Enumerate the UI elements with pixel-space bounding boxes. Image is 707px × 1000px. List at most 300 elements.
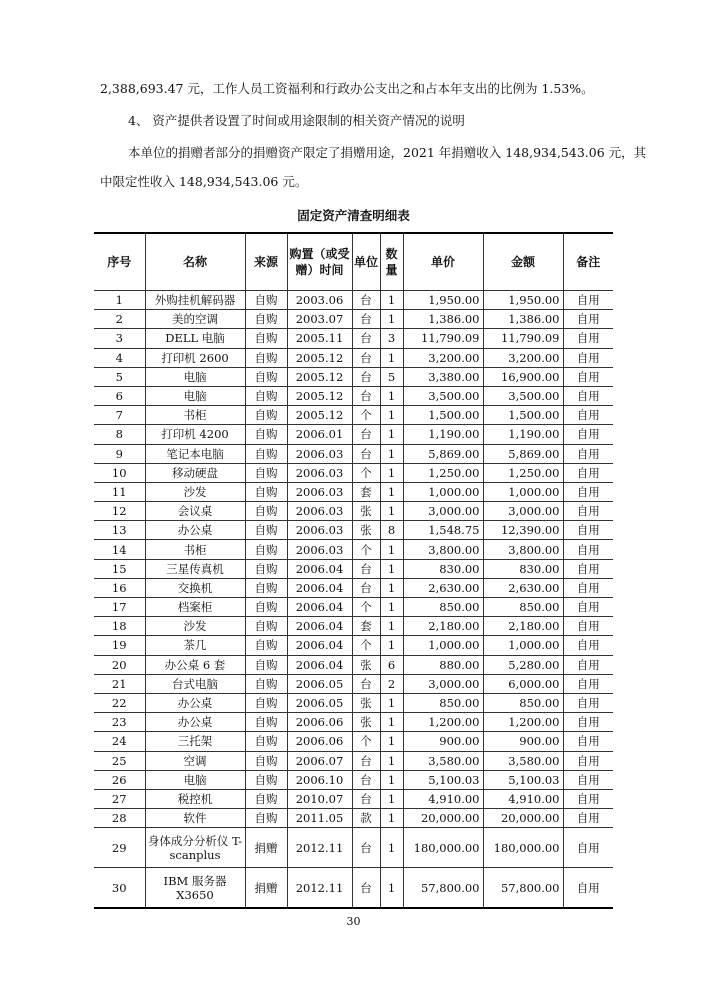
cell-source: 自购 [245, 636, 287, 655]
cell-index: 24 [94, 732, 145, 751]
cell-name: 移动硬盘 [145, 463, 245, 482]
table-row [94, 367, 613, 386]
cell-quantity: 1 [380, 291, 403, 310]
cell-quantity: 5 [380, 367, 403, 386]
cell-name: 沙发 [145, 617, 245, 636]
cell-index: 20 [94, 655, 145, 674]
cell-amount: 5,280.00 [483, 655, 563, 674]
cell-purchase-time: 2005.12 [287, 367, 352, 386]
cell-source: 自购 [245, 713, 287, 732]
cell-remark: 自用 [563, 598, 613, 617]
cell-index: 14 [94, 540, 145, 559]
cell-name: 办公桌 [145, 713, 245, 732]
paragraph-restricted-income: 中限定性收入 148,934,543.06 元。 [100, 174, 308, 189]
cell-index: 29 [94, 828, 145, 868]
cell-source: 自购 [245, 444, 287, 463]
cell-name: 三托架 [145, 732, 245, 751]
cell-name: 交换机 [145, 578, 245, 597]
cell-name: 办公桌 6 套 [145, 655, 245, 674]
cell-unit: 个 [352, 463, 380, 482]
header-remark: 备注 [563, 233, 613, 291]
cell-remark: 自用 [563, 406, 613, 425]
header-amount: 金额 [483, 233, 563, 291]
cell-amount: 900.00 [483, 732, 563, 751]
cell-unit-price: 1,000.00 [403, 482, 483, 501]
cell-quantity: 1 [380, 463, 403, 482]
cell-amount: 850.00 [483, 693, 563, 712]
cell-index: 11 [94, 482, 145, 501]
cell-index: 6 [94, 386, 145, 405]
cell-source: 自购 [245, 578, 287, 597]
cell-amount: 2,180.00 [483, 617, 563, 636]
cell-source: 自购 [245, 598, 287, 617]
cell-unit-price: 1,500.00 [403, 406, 483, 425]
table-row [94, 291, 613, 310]
cell-purchase-time: 2006.03 [287, 521, 352, 540]
cell-name: 档案柜 [145, 598, 245, 617]
cell-purchase-time: 2003.06 [287, 291, 352, 310]
cell-quantity: 1 [380, 425, 403, 444]
header-unit-price: 单价 [403, 233, 483, 291]
cell-remark: 自用 [563, 751, 613, 770]
table-row [94, 386, 613, 405]
cell-purchase-time: 2005.12 [287, 406, 352, 425]
cell-amount: 1,000.00 [483, 482, 563, 501]
cell-remark: 自用 [563, 868, 613, 908]
table-row [94, 828, 613, 868]
cell-unit-price: 4,910.00 [403, 789, 483, 808]
cell-unit: 台 [352, 386, 380, 405]
cell-source: 自购 [245, 559, 287, 578]
cell-unit: 套 [352, 617, 380, 636]
cell-unit: 台 [352, 578, 380, 597]
cell-remark: 自用 [563, 425, 613, 444]
cell-source: 自购 [245, 617, 287, 636]
cell-quantity: 1 [380, 828, 403, 868]
cell-quantity: 1 [380, 693, 403, 712]
table-header-row [94, 233, 613, 291]
cell-unit: 台 [352, 868, 380, 908]
cell-quantity: 1 [380, 713, 403, 732]
cell-index: 7 [94, 406, 145, 425]
cell-unit-price: 2,180.00 [403, 617, 483, 636]
cell-purchase-time: 2006.04 [287, 559, 352, 578]
cell-purchase-time: 2006.06 [287, 713, 352, 732]
table-row [94, 598, 613, 617]
cell-source: 自购 [245, 693, 287, 712]
cell-source: 自购 [245, 789, 287, 808]
cell-quantity: 3 [380, 329, 403, 348]
cell-purchase-time: 2006.10 [287, 770, 352, 789]
cell-quantity: 6 [380, 655, 403, 674]
cell-name: 笔记本电脑 [145, 444, 245, 463]
cell-remark: 自用 [563, 674, 613, 693]
cell-index: 23 [94, 713, 145, 732]
cell-unit-price: 880.00 [403, 655, 483, 674]
cell-amount: 4,910.00 [483, 789, 563, 808]
cell-unit: 个 [352, 598, 380, 617]
cell-remark: 自用 [563, 732, 613, 751]
cell-purchase-time: 2006.03 [287, 540, 352, 559]
cell-unit-price: 830.00 [403, 559, 483, 578]
cell-quantity: 1 [380, 578, 403, 597]
cell-unit-price: 1,200.00 [403, 713, 483, 732]
table-row [94, 482, 613, 501]
cell-unit-price: 3,380.00 [403, 367, 483, 386]
cell-name: 台式电脑 [145, 674, 245, 693]
cell-unit-price: 5,869.00 [403, 444, 483, 463]
cell-unit-price: 3,000.00 [403, 502, 483, 521]
cell-index: 26 [94, 770, 145, 789]
cell-unit: 张 [352, 502, 380, 521]
page-number: 30 [346, 915, 361, 928]
header-index: 序号 [94, 233, 145, 291]
table-row [94, 636, 613, 655]
cell-quantity: 1 [380, 809, 403, 828]
cell-quantity: 1 [380, 502, 403, 521]
header-unit: 单位 [352, 233, 380, 291]
cell-unit: 张 [352, 521, 380, 540]
cell-quantity: 1 [380, 348, 403, 367]
cell-quantity: 2 [380, 674, 403, 693]
cell-unit-price: 1,250.00 [403, 463, 483, 482]
cell-remark: 自用 [563, 521, 613, 540]
cell-remark: 自用 [563, 386, 613, 405]
cell-purchase-time: 2006.07 [287, 751, 352, 770]
cell-name: 办公桌 [145, 693, 245, 712]
cell-name: 外购挂机解码器 [145, 291, 245, 310]
table-row [94, 521, 613, 540]
cell-source: 自购 [245, 329, 287, 348]
cell-unit-price: 5,100.03 [403, 770, 483, 789]
cell-purchase-time: 2011.05 [287, 809, 352, 828]
cell-name: 税控机 [145, 789, 245, 808]
cell-remark: 自用 [563, 693, 613, 712]
cell-purchase-time: 2005.12 [287, 348, 352, 367]
cell-purchase-time: 2006.03 [287, 482, 352, 501]
cell-remark: 自用 [563, 463, 613, 482]
cell-source: 自购 [245, 655, 287, 674]
cell-source: 捐赠 [245, 868, 287, 908]
cell-remark: 自用 [563, 655, 613, 674]
cell-index: 18 [94, 617, 145, 636]
cell-quantity: 1 [380, 770, 403, 789]
cell-amount: 3,000.00 [483, 502, 563, 521]
cell-index: 8 [94, 425, 145, 444]
cell-purchase-time: 2006.04 [287, 598, 352, 617]
cell-unit-price: 900.00 [403, 732, 483, 751]
cell-amount: 2,630.00 [483, 578, 563, 597]
table-title: 固定资产清查明细表 [297, 208, 410, 223]
cell-name: 空调 [145, 751, 245, 770]
cell-source: 自购 [245, 348, 287, 367]
cell-purchase-time: 2010.07 [287, 789, 352, 808]
cell-unit: 个 [352, 732, 380, 751]
cell-unit-price: 1,000.00 [403, 636, 483, 655]
cell-quantity: 1 [380, 617, 403, 636]
cell-unit-price: 11,790.09 [403, 329, 483, 348]
cell-source: 自购 [245, 732, 287, 751]
cell-amount: 1,386.00 [483, 310, 563, 329]
cell-source: 自购 [245, 540, 287, 559]
cell-amount: 16,900.00 [483, 367, 563, 386]
table-row [94, 444, 613, 463]
cell-quantity: 1 [380, 868, 403, 908]
cell-unit: 台 [352, 367, 380, 386]
cell-unit: 台 [352, 348, 380, 367]
cell-amount: 11,790.09 [483, 329, 563, 348]
table-row [94, 348, 613, 367]
cell-source: 自购 [245, 367, 287, 386]
cell-amount: 850.00 [483, 598, 563, 617]
cell-unit: 张 [352, 713, 380, 732]
cell-unit: 台 [352, 310, 380, 329]
table-row [94, 425, 613, 444]
cell-amount: 180,000.00 [483, 828, 563, 868]
cell-name: 美的空调 [145, 310, 245, 329]
cell-unit: 台 [352, 751, 380, 770]
cell-purchase-time: 2006.03 [287, 502, 352, 521]
cell-unit-price: 1,386.00 [403, 310, 483, 329]
cell-purchase-time: 2003.07 [287, 310, 352, 329]
cell-unit: 个 [352, 406, 380, 425]
header-purchase-time: 购置（或受赠）时间 [287, 233, 352, 291]
cell-amount: 3,800.00 [483, 540, 563, 559]
cell-unit: 台 [352, 559, 380, 578]
table-row [94, 655, 613, 674]
cell-amount: 3,500.00 [483, 386, 563, 405]
cell-quantity: 1 [380, 751, 403, 770]
cell-unit-price: 180,000.00 [403, 828, 483, 868]
cell-source: 自购 [245, 751, 287, 770]
cell-name: 电脑 [145, 386, 245, 405]
cell-purchase-time: 2012.11 [287, 828, 352, 868]
paragraph-donation-income: 本单位的捐赠者部分的捐赠资产限定了捐赠用途，2021 年捐赠收入 148,934,543.06 元，其 [128, 145, 647, 160]
cell-index: 21 [94, 674, 145, 693]
cell-unit: 款 [352, 809, 380, 828]
cell-unit: 台 [352, 329, 380, 348]
cell-index: 10 [94, 463, 145, 482]
cell-unit: 套 [352, 482, 380, 501]
table-row [94, 789, 613, 808]
cell-remark: 自用 [563, 559, 613, 578]
table-row [94, 809, 613, 828]
cell-index: 2 [94, 310, 145, 329]
header-name: 名称 [145, 233, 245, 291]
cell-source: 自购 [245, 809, 287, 828]
table-row [94, 674, 613, 693]
cell-name: 沙发 [145, 482, 245, 501]
cell-source: 自购 [245, 502, 287, 521]
cell-unit-price: 57,800.00 [403, 868, 483, 908]
cell-unit-price: 1,190.00 [403, 425, 483, 444]
cell-amount: 830.00 [483, 559, 563, 578]
cell-quantity: 1 [380, 732, 403, 751]
cell-quantity: 1 [380, 310, 403, 329]
cell-index: 25 [94, 751, 145, 770]
cell-remark: 自用 [563, 636, 613, 655]
cell-purchase-time: 2006.05 [287, 693, 352, 712]
cell-source: 自购 [245, 291, 287, 310]
cell-index: 17 [94, 598, 145, 617]
cell-name: 会议桌 [145, 502, 245, 521]
cell-unit-price: 1,950.00 [403, 291, 483, 310]
cell-name: 三星传真机 [145, 559, 245, 578]
cell-purchase-time: 2006.04 [287, 578, 352, 597]
cell-index: 15 [94, 559, 145, 578]
cell-unit-price: 20,000.00 [403, 809, 483, 828]
cell-amount: 1,200.00 [483, 713, 563, 732]
cell-name: 电脑 [145, 367, 245, 386]
cell-index: 13 [94, 521, 145, 540]
cell-source: 自购 [245, 425, 287, 444]
cell-name: 电脑 [145, 770, 245, 789]
cell-source: 自购 [245, 310, 287, 329]
cell-index: 30 [94, 868, 145, 908]
cell-remark: 自用 [563, 444, 613, 463]
cell-index: 3 [94, 329, 145, 348]
cell-amount: 57,800.00 [483, 868, 563, 908]
cell-quantity: 1 [380, 444, 403, 463]
cell-quantity: 1 [380, 559, 403, 578]
cell-purchase-time: 2006.06 [287, 732, 352, 751]
cell-source: 自购 [245, 463, 287, 482]
cell-purchase-time: 2005.11 [287, 329, 352, 348]
cell-unit-price: 850.00 [403, 598, 483, 617]
cell-source: 捐赠 [245, 828, 287, 868]
table-row [94, 578, 613, 597]
section-heading-restricted-assets: 4、 资产提供者设置了时间或用途限制的相关资产情况的说明 [128, 113, 465, 128]
cell-source: 自购 [245, 482, 287, 501]
cell-remark: 自用 [563, 770, 613, 789]
cell-purchase-time: 2006.04 [287, 655, 352, 674]
cell-remark: 自用 [563, 713, 613, 732]
cell-purchase-time: 2006.04 [287, 636, 352, 655]
cell-name: 书柜 [145, 406, 245, 425]
cell-source: 自购 [245, 770, 287, 789]
cell-purchase-time: 2005.12 [287, 386, 352, 405]
cell-index: 28 [94, 809, 145, 828]
table-row [94, 406, 613, 425]
cell-amount: 1,500.00 [483, 406, 563, 425]
table-row [94, 770, 613, 789]
table-row [94, 732, 613, 751]
cell-remark: 自用 [563, 540, 613, 559]
cell-amount: 1,190.00 [483, 425, 563, 444]
cell-unit-price: 2,630.00 [403, 578, 483, 597]
cell-remark: 自用 [563, 828, 613, 868]
cell-name: 书柜 [145, 540, 245, 559]
cell-name: 身体成分分析仪 T-scanplus [145, 828, 245, 868]
cell-quantity: 1 [380, 482, 403, 501]
cell-index: 19 [94, 636, 145, 655]
table-row [94, 868, 613, 908]
table-row [94, 463, 613, 482]
cell-amount: 3,200.00 [483, 348, 563, 367]
cell-unit: 个 [352, 636, 380, 655]
cell-amount: 1,950.00 [483, 291, 563, 310]
table-row [94, 713, 613, 732]
cell-purchase-time: 2012.11 [287, 868, 352, 908]
cell-unit-price: 850.00 [403, 693, 483, 712]
cell-unit: 台 [352, 789, 380, 808]
cell-remark: 自用 [563, 348, 613, 367]
cell-purchase-time: 2006.01 [287, 425, 352, 444]
cell-unit: 台 [352, 444, 380, 463]
cell-unit: 张 [352, 693, 380, 712]
cell-unit-price: 3,500.00 [403, 386, 483, 405]
cell-unit: 台 [352, 674, 380, 693]
cell-index: 12 [94, 502, 145, 521]
cell-remark: 自用 [563, 617, 613, 636]
cell-index: 5 [94, 367, 145, 386]
cell-name: 茶几 [145, 636, 245, 655]
cell-amount: 5,869.00 [483, 444, 563, 463]
cell-remark: 自用 [563, 291, 613, 310]
cell-quantity: 1 [380, 406, 403, 425]
cell-unit: 个 [352, 540, 380, 559]
cell-quantity: 1 [380, 789, 403, 808]
cell-unit-price: 3,200.00 [403, 348, 483, 367]
cell-name: IBM 服务器 X3650 [145, 868, 245, 908]
cell-amount: 1,250.00 [483, 463, 563, 482]
table-row [94, 617, 613, 636]
cell-source: 自购 [245, 674, 287, 693]
cell-quantity: 1 [380, 598, 403, 617]
cell-remark: 自用 [563, 502, 613, 521]
cell-name: DELL 电脑 [145, 329, 245, 348]
header-quantity: 数量 [380, 233, 403, 291]
cell-unit-price: 3,800.00 [403, 540, 483, 559]
cell-remark: 自用 [563, 789, 613, 808]
cell-purchase-time: 2006.05 [287, 674, 352, 693]
table-row [94, 329, 613, 348]
cell-name: 打印机 2600 [145, 348, 245, 367]
cell-name: 软件 [145, 809, 245, 828]
cell-source: 自购 [245, 406, 287, 425]
cell-index: 22 [94, 693, 145, 712]
cell-unit-price: 3,580.00 [403, 751, 483, 770]
cell-remark: 自用 [563, 809, 613, 828]
cell-name: 办公桌 [145, 521, 245, 540]
cell-amount: 12,390.00 [483, 521, 563, 540]
table-row [94, 559, 613, 578]
cell-purchase-time: 2006.04 [287, 617, 352, 636]
cell-amount: 6,000.00 [483, 674, 563, 693]
cell-remark: 自用 [563, 578, 613, 597]
cell-index: 9 [94, 444, 145, 463]
cell-name: 打印机 4200 [145, 425, 245, 444]
table-row [94, 751, 613, 770]
cell-quantity: 8 [380, 521, 403, 540]
cell-index: 4 [94, 348, 145, 367]
table-row [94, 693, 613, 712]
cell-unit-price: 3,000.00 [403, 674, 483, 693]
fixed-assets-table [94, 232, 613, 909]
table-row [94, 502, 613, 521]
cell-unit: 台 [352, 425, 380, 444]
cell-index: 16 [94, 578, 145, 597]
cell-source: 自购 [245, 386, 287, 405]
table-row [94, 540, 613, 559]
cell-index: 27 [94, 789, 145, 808]
cell-remark: 自用 [563, 482, 613, 501]
cell-index: 1 [94, 291, 145, 310]
cell-remark: 自用 [563, 310, 613, 329]
cell-unit: 张 [352, 655, 380, 674]
header-source: 来源 [245, 233, 287, 291]
cell-quantity: 1 [380, 540, 403, 559]
